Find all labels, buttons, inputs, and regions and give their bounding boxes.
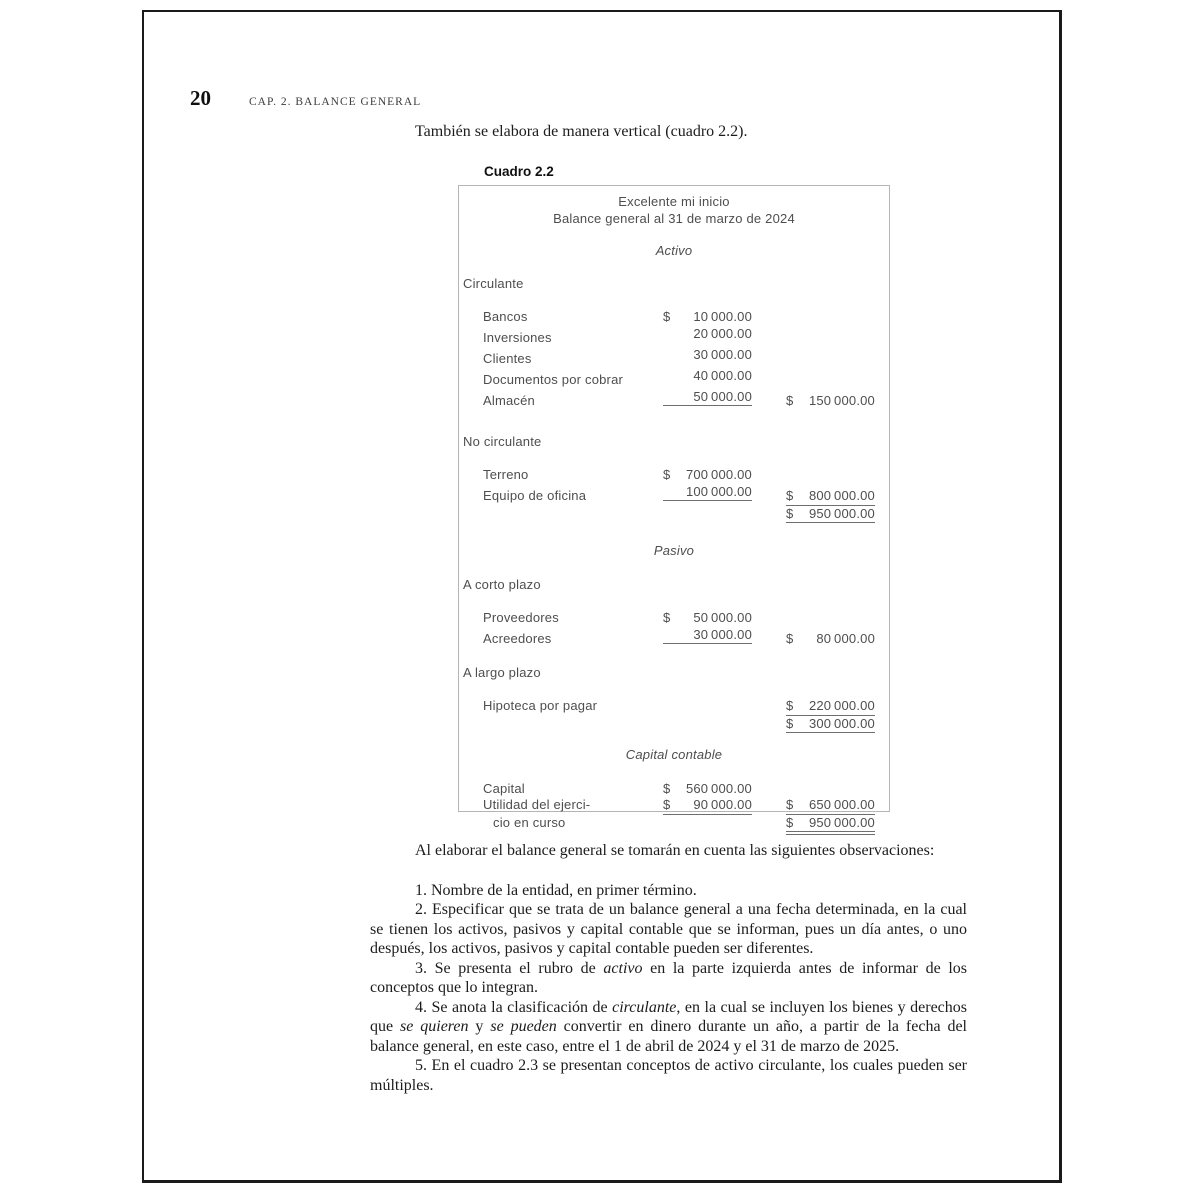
- amount-col1: [663, 389, 752, 407]
- page-number: 20: [190, 86, 211, 110]
- amount-value: 650 000.00: [808, 797, 875, 812]
- table-row-total-activo: [459, 506, 889, 524]
- account-name: Capital: [483, 780, 525, 796]
- amount-col1: [663, 309, 752, 326]
- amount-value: 90 000.00: [693, 797, 752, 812]
- balance-sheet: [458, 185, 890, 830]
- observation-item-5: 5. En el cuadro 2.3 se presentan conceptos de activo circulante, los cuales pueden ser múltiples.: [370, 1057, 967, 1094]
- currency-symbol: $: [786, 488, 794, 503]
- table-row: [459, 484, 889, 506]
- observation-item-3: 3. Se presenta el rubro de activo en la parte izquierda antes de informar de los conceptos que lo integran.: [370, 959, 968, 996]
- amount-value: 30 000.00: [693, 626, 752, 642]
- observations-intro: Al elaborar el balance general se tomarán en cuenta las siguientes observaciones:: [415, 842, 935, 859]
- account-name: Equipo de oficina: [483, 488, 587, 503]
- account-name: Clientes: [483, 351, 532, 366]
- account-name: cio en curso: [493, 814, 566, 830]
- table-row: [459, 610, 889, 627]
- section-heading-pasivo: Pasivo: [653, 543, 695, 558]
- amount-col1: [663, 484, 752, 502]
- table-row: [459, 389, 889, 410]
- account-name: Acreedores: [483, 631, 552, 646]
- amount-value: 220 000.00: [808, 698, 875, 713]
- table-row: [459, 326, 889, 347]
- amount-value: 100 000.00: [685, 483, 752, 499]
- currency-symbol: $: [786, 505, 794, 521]
- amount-value: 10 000.00: [693, 309, 752, 324]
- currency-symbol: $: [663, 467, 671, 482]
- amount-col2: [786, 506, 875, 524]
- observation-item-4: 4. Se anota la clasificación de circulante, en la cual se incluyen los bienes y derechos que se quieren y se pueden convertir en dinero durante un año, a partir de la fecha del balance general, en este caso, entre el 1 de abril de 2024 y el 31 de marzo de 2025.: [370, 998, 968, 1055]
- account-name: Terreno: [483, 467, 529, 482]
- currency-symbol: $: [786, 814, 794, 830]
- table-row: [459, 347, 889, 368]
- amount-value: 300 000.00: [808, 715, 875, 731]
- table-row: [459, 627, 889, 648]
- table-row: [459, 797, 889, 815]
- amount-value: 40 000.00: [693, 367, 752, 383]
- amount-col1: [663, 368, 752, 385]
- amount-col1: [663, 797, 752, 815]
- amount-value: 950 000.00: [808, 505, 875, 521]
- subsection-label-largo-plazo: A largo plazo: [463, 664, 541, 680]
- company-name: Excelente mi inicio: [618, 194, 730, 209]
- amount-col1: [663, 627, 752, 645]
- amount-col1: [663, 326, 752, 343]
- account-name: Documentos por cobrar: [483, 372, 624, 387]
- amount-value: 50 000.00: [693, 610, 752, 625]
- currency-symbol: $: [663, 309, 671, 324]
- intro-paragraph: También se elabora de manera vertical (cuadro 2.2).: [415, 123, 748, 140]
- subsection-label-circulante: Circulante: [463, 275, 524, 291]
- amount-value: 30 000.00: [693, 346, 752, 362]
- currency-symbol: $: [786, 797, 794, 812]
- currency-symbol: $: [663, 797, 671, 812]
- subsection-label-corto-plazo: A corto plazo: [463, 576, 541, 592]
- account-name: Proveedores: [483, 610, 559, 625]
- amount-value: 560 000.00: [685, 780, 752, 796]
- amount-col2: [786, 393, 875, 410]
- account-name: Utilidad del ejerci-: [483, 797, 591, 812]
- amount-col2: [786, 797, 875, 815]
- currency-symbol: $: [786, 393, 794, 408]
- section-heading-capital-contable: Capital contable: [625, 747, 723, 762]
- account-name: Hipoteca por pagar: [483, 698, 598, 713]
- amount-value: 80 000.00: [816, 631, 875, 646]
- currency-symbol: $: [786, 698, 794, 713]
- table-row: [459, 698, 889, 716]
- amount-col1: [663, 781, 752, 798]
- currency-symbol: $: [663, 610, 671, 625]
- amount-value: 150 000.00: [808, 393, 875, 408]
- currency-symbol: $: [786, 715, 794, 731]
- currency-symbol: $: [663, 780, 671, 796]
- amount-value: 20 000.00: [693, 325, 752, 341]
- observation-item-1: 1. Nombre de la entidad, en primer término.: [415, 881, 697, 899]
- section-heading-activo: Activo: [655, 243, 693, 258]
- table-row: [459, 781, 889, 798]
- table-caption: Cuadro 2.2: [484, 164, 554, 179]
- table-row-grand-total: [459, 815, 889, 836]
- amount-col1: [663, 610, 752, 627]
- amount-col2: [786, 488, 875, 506]
- amount-col2: [786, 716, 875, 734]
- account-name: Inversiones: [483, 330, 552, 345]
- amount-col2: [786, 815, 875, 836]
- amount-col1: [663, 467, 752, 484]
- account-name: Almacén: [483, 393, 535, 408]
- subsection-label-no-circulante: No circulante: [463, 433, 542, 449]
- amount-col2: [786, 631, 875, 648]
- amount-value: 800 000.00: [808, 488, 875, 503]
- running-head: CAP. 2. BALANCE GENERAL: [249, 96, 422, 108]
- amount-value: 50 000.00: [693, 388, 752, 404]
- table-row: [459, 309, 889, 326]
- currency-symbol: $: [786, 631, 794, 646]
- table-row: [459, 368, 889, 389]
- amount-col1: [663, 347, 752, 364]
- observations: [370, 841, 967, 1095]
- amount-col2: [786, 698, 875, 716]
- account-name: Bancos: [483, 309, 528, 324]
- statement-title: Balance general al 31 de marzo de 2024: [553, 210, 795, 226]
- amount-value: 700 000.00: [685, 467, 752, 482]
- book-page: [142, 10, 1062, 1183]
- table-row: [459, 467, 889, 484]
- amount-value: 950 000.00: [808, 814, 875, 830]
- observation-item-2: 2. Especificar que se trata de un balance general a una fecha determinada, en la cual se tienen los activos, pasivos y capital contable que se informan, pues un día antes, o uno después, los activos, pasivos y capital contable pueden ser diferentes.: [370, 901, 967, 957]
- page-header: [190, 86, 421, 111]
- table-row-total-pasivo: [459, 716, 889, 734]
